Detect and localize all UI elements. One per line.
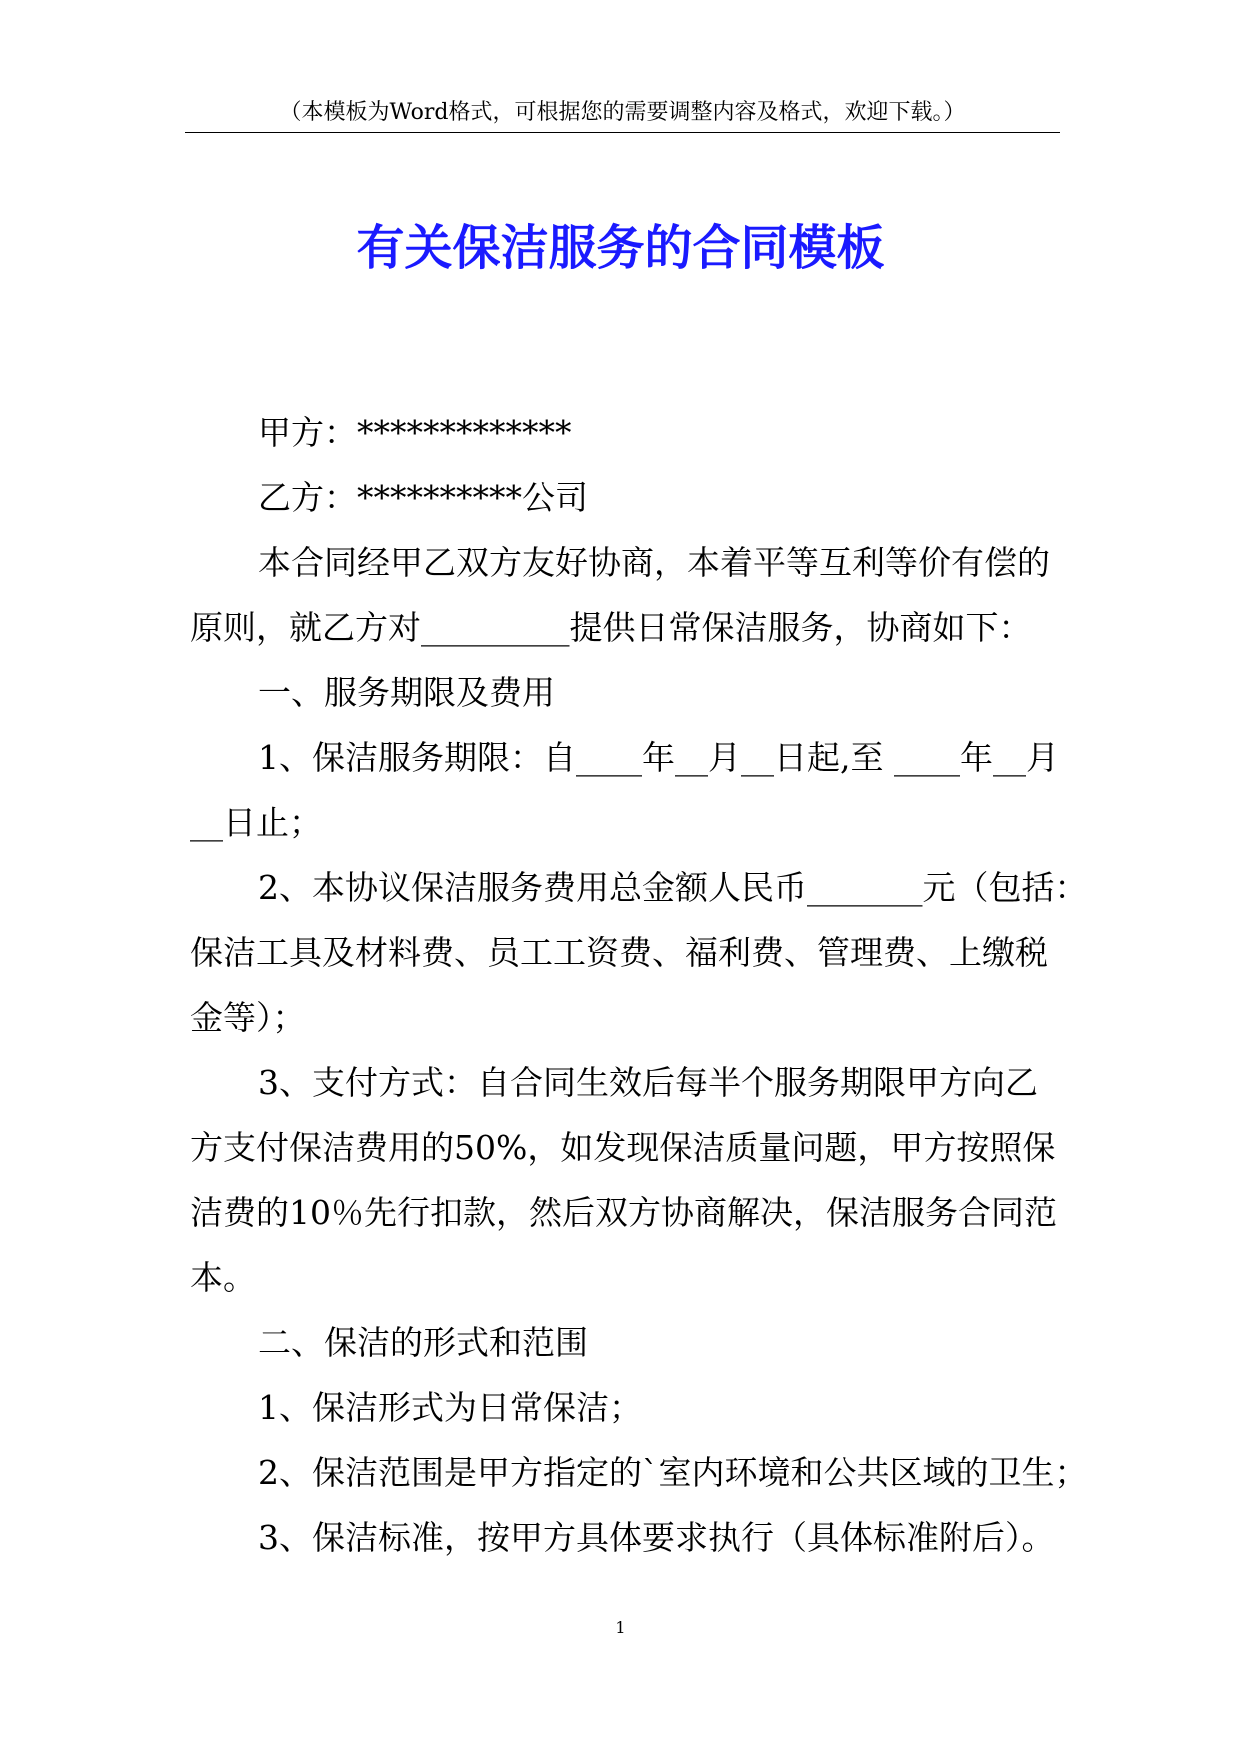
- header-divider: [185, 132, 1060, 133]
- section-2-heading: 二、保洁的形式和范围: [258, 1323, 588, 1362]
- clause-1-3-line-2: 方支付保洁费用的50%，如发现保洁质量问题，甲方按照保: [190, 1128, 1056, 1167]
- clause-1-3-line-1: 3、支付方式：自合同生效后每半个服务期限甲方向乙: [258, 1063, 1038, 1102]
- clause-2-3: 3、保洁标准，按甲方具体要求执行（具体标准附后）。: [258, 1518, 1055, 1557]
- clause-1-3-line-3: 洁费的10％先行扣款，然后双方协商解决，保洁服务合同范: [190, 1193, 1057, 1232]
- clause-1-1-line-1: 1、保洁服务期限：自____年__月__日起,至 ____年__月: [258, 738, 1059, 777]
- clause-2-1: 1、保洁形式为日常保洁；: [258, 1388, 642, 1427]
- section-1-heading: 一、服务期限及费用: [258, 673, 555, 712]
- preamble-line-2: 原则，就乙方对_________提供日常保洁服务，协商如下：: [190, 608, 1032, 647]
- clause-1-2-line-2: 保洁工具及材料费、员工工资费、福利费、管理费、上缴税: [190, 933, 1048, 972]
- clause-1-2-line-3: 金等）；: [190, 998, 306, 1037]
- party-b-line: 乙方：**********公司: [258, 478, 588, 517]
- clause-1-3-line-4: 本。: [190, 1258, 256, 1297]
- document-body: [190, 400, 1088, 1570]
- page-number: 1: [615, 1618, 626, 1637]
- clause-1-2-line-1: 2、本协议保洁服务费用总金额人民币_______元（包括：: [258, 868, 1088, 907]
- party-a-line: 甲方：*************: [258, 413, 572, 452]
- clause-2-2: 2、保洁范围是甲方指定的`室内环境和公共区域的卫生；: [258, 1453, 1088, 1492]
- page-header-note: （本模板为Word格式，可根据您的需要调整内容及格式，欢迎下载。）: [279, 100, 966, 125]
- preamble-line-1: 本合同经甲乙双方友好协商，本着平等互利等价有偿的: [258, 543, 1050, 582]
- clause-1-1-line-2: __日止；: [190, 803, 322, 842]
- document-title: 有关保洁服务的合同模板: [356, 220, 885, 276]
